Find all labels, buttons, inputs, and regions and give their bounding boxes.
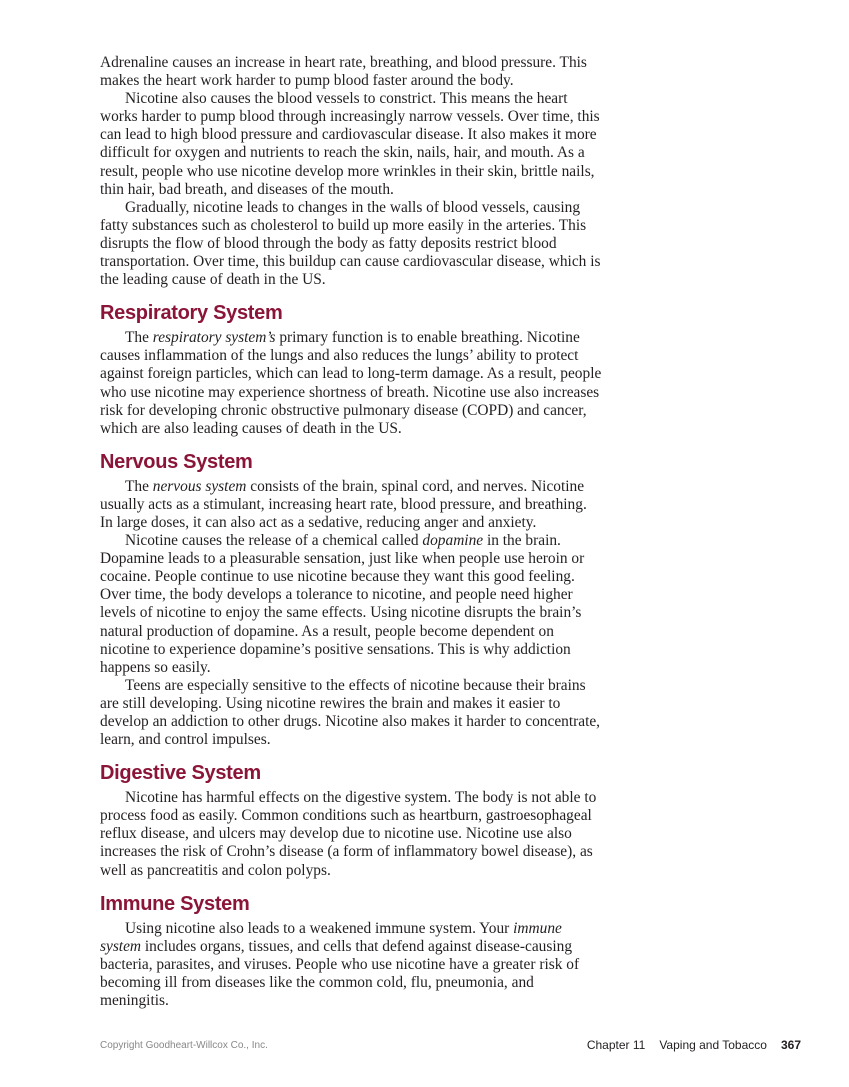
digestive-paragraph-1: Nicotine has harmful effects on the digestive system. The body is not able to process food as easily. Common conditions such as heartburn, gastroesophageal reflux disease, and ulcers may develop due to nicotine use. Nicotine use also increases the risk of Crohn’s disease (a form of inflammatory bowel disease), as well as pancreatitis and colon polyps. [100, 789, 597, 879]
page-body [100, 54, 603, 1010]
chapter-title: Vaping and Tobacco [659, 1038, 767, 1052]
immune-term: immune system [100, 919, 562, 955]
chapter-label: Chapter 11 [586, 1038, 646, 1052]
page-number: 367 [780, 1038, 801, 1052]
intro-paragraph-2: Nicotine also causes the blood vessels to constrict. This means the heart works harder to pump blood through increasingly narrow vessels. Over time, this can lead to high blood pressure and cardiovascular disease. It also makes it more difficult for oxygen and nutrients to reach the skin, nails, hair, and mouth. As a result, people who use nicotine develop more wrinkles in their skin, brittle nails, thin hair, bad breath, and diseases of the mouth. [100, 90, 600, 198]
respiratory-paragraph-1: The respiratory system’s primary function is to enable breathing. Nicotine causes inflammation of the lungs and also reduces the lungs’ ability to protect against foreign particles, which can lead to long-term damage. As a result, people who use nicotine may experience shortness of breath. Nicotine use also increases risk for developing chronic obstructive pulmonary disease (COPD) and cancer, which are also leading causes of death in the US. [100, 329, 602, 437]
respiratory-heading: Respiratory System [100, 302, 283, 325]
immune-paragraph-1: Using nicotine also leads to a weakened immune system. Your immune system includes organs, tissues, and cells that defend against disease-causing bacteria, parasites, and viruses. People who use nicotine have a greater risk of becoming ill from diseases like the common cold, flu, pneumonia, and meningitis. [100, 919, 580, 1010]
nervous-term: nervous system [152, 477, 247, 495]
running-footer [587, 1038, 801, 1052]
nervous-paragraph-1: The nervous system consists of the brain, spinal cord, and nerves. Nicotine usually acts as a stimulant, increasing heart rate, blood pressure, and breathing. In large doses, it can also act as a sedative, reducing anger and anxiety. [100, 477, 587, 531]
copyright-notice: Copyright Goodheart-Willcox Co., Inc. [100, 1040, 268, 1051]
intro-paragraph-3: Gradually, nicotine leads to changes in the walls of blood vessels, causing fatty substances such as cholesterol to build up more easily in the arteries. This disrupts the flow of blood through the body as fatty deposits restrict blood transportation. Over time, this buildup can cause cardiovascular disease, which is the leading cause of death in the US. [100, 198, 601, 289]
digestive-heading: Digestive System [100, 762, 261, 785]
nervous-paragraph-3: Teens are especially sensitive to the effects of nicotine because their brains are still developing. Using nicotine rewires the brain and makes it easier to develop an addiction to other drugs. Nicotine also makes it harder to concentrate, learn, and control impulses. [100, 676, 601, 749]
nervous-paragraph-2: Nicotine causes the release of a chemical called dopamine in the brain. Dopamine leads to a pleasurable sensation, just like when people use heroin or cocaine. People continue to use nicotine because they want this good feeling. Over time, the body develops a tolerance to nicotine, and people need higher levels of nicotine to enjoy the same effects. Using nicotine disrupts the brain’s natural production of dopamine. As a result, people become dependent on nicotine to experience dopamine’s positive sensations. This is why addiction happens so easily. [100, 532, 585, 676]
nervous-heading: Nervous System [100, 450, 253, 473]
intro-paragraph-1: Adrenaline causes an increase in heart rate, breathing, and blood pressure. This makes the heart work harder to pump blood faster around the body. [100, 54, 587, 90]
respiratory-term: respiratory system’s [152, 329, 276, 347]
immune-heading: Immune System [100, 892, 250, 915]
dopamine-term: dopamine [422, 532, 484, 550]
